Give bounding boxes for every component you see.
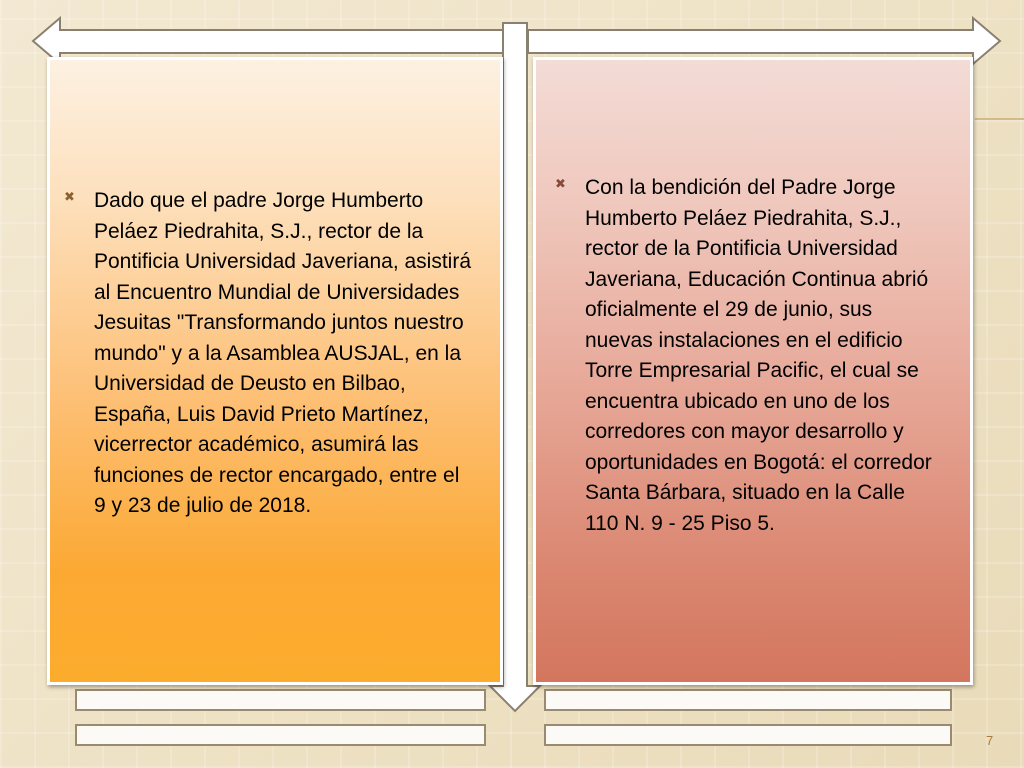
bottom-bar-left-1 [75,689,486,711]
bottom-bar-right-1 [544,689,952,711]
right-panel-text: Con la bendición del Padre Jorge Humberto Peláez Piedrahita, S.J., rector de la Pontificia Universidad Javeriana, Educación Continua abrió oficialmente el 29 de junio, sus nuevas instalaciones en el edificio Torre Empresarial Pacific, el cual se encuentra ubicado en uno de los corredores con mayor desarrollo y oportunidades en Bogotá: el corredor Santa Bárbara, situado en la Calle 110 N. 9 - 25 Piso 5. [585,176,932,535]
page-number: 7 [986,733,994,748]
bullet-x-icon: ✖ [64,190,75,205]
left-bullet-item [64,186,472,522]
right-text-panel [533,57,973,685]
left-text-panel [47,57,503,685]
bottom-bar-left-2 [75,724,486,746]
left-panel-text: Dado que el padre Jorge Humberto Peláez Piedrahita, S.J., rector de la Pontificia Universidad Javeriana, asistirá al Encuentro Mundial de Universidades Jesuitas "Transformando juntos nuestro mundo" y a la Asamblea AUSJAL, en la Universidad de Deusto en Bilbao, España, Luis David Prieto Martínez, vicerrector académico, asumirá las funciones de rector encargado, entre el 9 y 23 de julio de 2018. [94,189,472,517]
right-bullet-item [555,173,941,539]
decorative-line [975,118,1024,120]
bottom-bar-right-2 [544,724,952,746]
bullet-x-icon: ✖ [555,177,566,192]
